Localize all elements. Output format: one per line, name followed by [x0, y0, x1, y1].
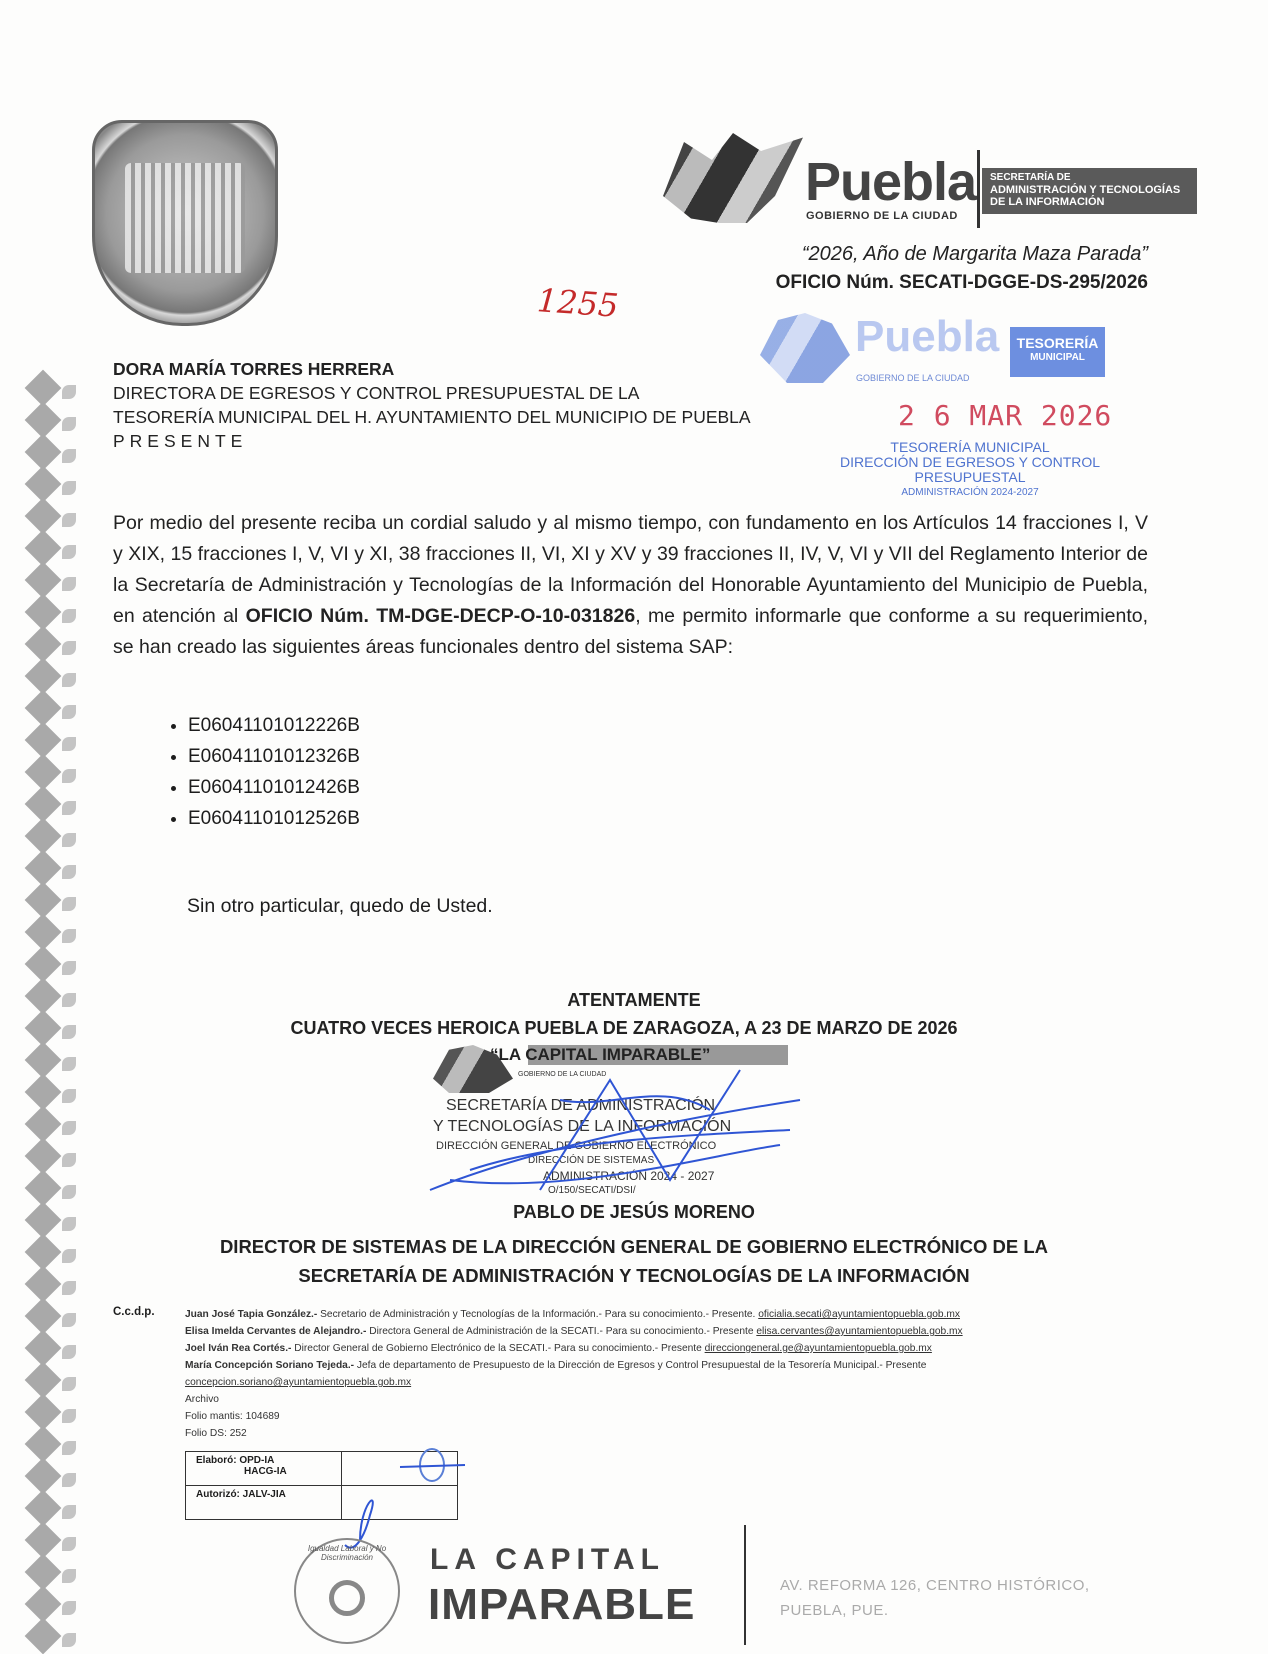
ccdp-email: direcciongeneral.ge@ayuntamientopuebla.gob.mx [704, 1343, 932, 1354]
signer-title-1: DIRECTOR DE SISTEMAS DE LA DIRECCIÓN GENERAL DE GOBIERNO ELECTRÓNICO DE LA [219, 1236, 1049, 1257]
stamp-line: DIRECCIÓN DE EGRESOS Y CONTROL [839, 454, 1101, 470]
stamp-line: TESORERÍA MUNICIPAL [890, 439, 1050, 455]
body-text: Por medio del presente reciba un cordial saludo y al mismo tiempo, con fundamento en los Artículos 14 fracciones I, V y XIX, 15 fracciones I, V, VI y XI, 38 fracciones II, VI, XI y XV y 39 fracciones II, IV, V, VI y VII del Reglamento Interior de la Secretaría de Administración y Tecnologías de la Información del Honorable Ayuntamiento del Municipio de Puebla, en atención al [113, 512, 1148, 627]
presente: PRESENTE [113, 431, 248, 451]
autorizo-cell [186, 1486, 342, 1520]
border-leaf [62, 769, 76, 783]
stamp-line: ADMINISTRACIÓN 2024 - 2027 [543, 1169, 715, 1183]
border-leaf [62, 1313, 76, 1327]
border-leaf [62, 641, 76, 655]
oficio-reference: OFICIO Núm. TM-DGE-DECP-O-10-031826 [245, 605, 636, 627]
stamp-logo-sub: GOBIERNO DE LA CIUDAD [518, 1071, 607, 1078]
border-leaf [62, 1441, 76, 1455]
border-leaf [62, 513, 76, 527]
border-leaf [62, 1569, 76, 1583]
logo-subtitle: GOBIERNO DE LA CIUDAD [806, 210, 958, 222]
ccdp-name: Elisa Imelda Cervantes de Alejandro.- [185, 1326, 367, 1337]
received-date-stamp: 2 6 MAR 2026 [898, 399, 1113, 432]
border-leaf [62, 1601, 76, 1615]
functional-areas-list [150, 710, 360, 834]
secretaria-line3: DE LA INFORMACIÓN [990, 196, 1105, 208]
border-leaf [62, 1057, 76, 1071]
ccdp-name: María Concepción Soriano Tejeda.- [185, 1360, 355, 1371]
border-leaf [62, 1121, 76, 1135]
stamp-line: PRESUPUESTAL [914, 469, 1026, 485]
place-date: CUATRO VECES HEROICA PUEBLA DE ZARAGOZA, A 23 DE MARZO DE 2026 [290, 1018, 958, 1038]
border-leaf [62, 1473, 76, 1487]
list-item: • E06041101012526B [188, 803, 360, 834]
border-leaf [62, 385, 76, 399]
ccdp-name: Juan José Tapia González.- [185, 1309, 318, 1320]
recipient-name: DORA MARÍA TORRES HERRERA [113, 359, 395, 379]
border-leaf [62, 865, 76, 879]
border-leaf [62, 705, 76, 719]
stamp-logo-word: Puebla [855, 312, 1000, 361]
received-stamp-text [820, 440, 1120, 500]
stamp-badge-text: TESORERÍA [1016, 335, 1099, 351]
stamp-badge [1010, 327, 1105, 377]
stamp-line: SECRETARÍA DE ADMINISTRACIÓN [446, 1097, 716, 1114]
ccdp-text: Director General de Gobierno Electrónico de la SECATI.- Para su conocimiento.- Presente [291, 1343, 705, 1354]
address-line: PUEBLA, PUE. [780, 1602, 889, 1619]
archivo: Archivo [185, 1394, 219, 1405]
ccdp-entry [185, 1323, 1255, 1340]
border-leaf [62, 1633, 76, 1647]
year-motto: “2026, Año de Margarita Maza Parada” [801, 243, 1148, 265]
border-leaf [62, 1185, 76, 1199]
stamp-line: DIRECCIÓN DE SISTEMAS [528, 1155, 655, 1166]
list-item: • E06041101012226B [188, 710, 360, 741]
border-leaf [62, 1377, 76, 1391]
ccdp-email: oficialia.secati@ayuntamientopuebla.gob.mx [758, 1309, 960, 1320]
recipient-title-2: TESORERÍA MUNICIPAL DEL H. AYUNTAMIENTO DEL MUNICIPIO DE PUEBLA [113, 407, 751, 427]
secretaria-line1: SECRETARÍA DE [990, 172, 1071, 183]
elaboro-initials: HACG-IA [244, 1466, 287, 1477]
ccdp-label: C.c.d.p. [113, 1306, 155, 1318]
border-leaf [62, 897, 76, 911]
stamp-line: DIRECCIÓN GENERAL DE GOBIERNO ELECTRÓNICO [436, 1140, 717, 1152]
footer-address [780, 1573, 1090, 1623]
badge-text: Igualdad Laboral y No Discriminación [307, 1544, 387, 1562]
ccdp-entry [185, 1340, 1255, 1357]
border-leaf [62, 961, 76, 975]
border-leaf [62, 1537, 76, 1551]
border-leaf [62, 833, 76, 847]
handwritten-number: 1255 [535, 281, 620, 325]
equality-badge [294, 1538, 400, 1644]
border-leaf [62, 609, 76, 623]
recipient-block [113, 357, 751, 453]
stamp-logo-sub: GOBIERNO DE LA CIUDAD [856, 373, 970, 383]
border-leaf [62, 417, 76, 431]
border-leaf [62, 1153, 76, 1167]
border-leaf [62, 481, 76, 495]
signer-name: PABLO DE JESÚS MORENO [513, 1202, 755, 1222]
received-stamp-logo [760, 313, 1105, 393]
border-diamond [25, 1618, 62, 1654]
folio-ds: Folio DS: 252 [185, 1428, 247, 1439]
signer-title-2: SECRETARÍA DE ADMINISTRACIÓN Y TECNOLOGÍAS DE LA INFORMACIÓN [298, 1265, 970, 1286]
elaboro-initials: OPD-IA [239, 1455, 275, 1466]
oficio-number: OFICIO Núm. SECATI-DGGE-DS-295/2026 [775, 272, 1148, 293]
decorative-border [22, 375, 82, 1652]
ccdp-entry [185, 1306, 1255, 1323]
logo-divider [977, 150, 980, 228]
border-leaf [62, 577, 76, 591]
autorizo-label: Autorizó: [196, 1489, 240, 1500]
capital-line2: IMPARABLE [428, 1580, 696, 1629]
border-leaf [62, 929, 76, 943]
atentamente: ATENTAMENTE [567, 990, 701, 1010]
border-leaf [62, 1505, 76, 1519]
logo-wordmark: Puebla [805, 152, 977, 212]
closing-line: Sin otro particular, quedo de Usted. [187, 895, 493, 917]
slogan: “LA CAPITAL IMPARABLE” [490, 1045, 711, 1064]
stamp-line: ADMINISTRACIÓN 2024-2027 [901, 487, 1039, 498]
border-leaf [62, 737, 76, 751]
secretaria-badge [982, 168, 1197, 214]
border-leaf [62, 1089, 76, 1103]
ccdp-email: elisa.cervantes@ayuntamientopuebla.gob.mx [756, 1326, 963, 1337]
puebla-logo-graphic [663, 133, 803, 223]
handwritten-signature [410, 1040, 810, 1200]
footer-divider [744, 1525, 746, 1645]
ccdp-name: Joel Iván Rea Cortés.- [185, 1343, 292, 1354]
ccdp-text: Secretario de Administración y Tecnologías de la Información.- Para su conocimiento.- Presente. [317, 1309, 759, 1320]
city-seal-logo [92, 120, 278, 326]
folio-mantis: Folio mantis: 104689 [185, 1411, 280, 1422]
autorizo-initials: JALV-JIA [242, 1489, 286, 1500]
elaboro-cell [186, 1452, 342, 1486]
capital-line1: LA CAPITAL [430, 1543, 665, 1576]
ccdp-text: Directora General de Administración de la SECATI.- Para su conocimiento.- Presente [366, 1326, 757, 1337]
body-paragraph [113, 508, 1148, 663]
ccdp-entry [185, 1357, 1255, 1391]
border-leaf [62, 1345, 76, 1359]
border-leaf [62, 449, 76, 463]
ccdp-email: concepcion.soriano@ayuntamientopuebla.gob.mx [185, 1377, 412, 1388]
ccdp-text: Jefa de departamento de Presupuesto de la Dirección de Egresos y Control Presupuestal de la Tesorería Municipal.- Presente [354, 1360, 927, 1371]
elaboro-label: Elaboró: [196, 1455, 237, 1466]
ccdp-list [185, 1306, 1255, 1442]
border-leaf [62, 673, 76, 687]
list-item: • E06041101012326B [188, 741, 360, 772]
border-leaf [62, 1409, 76, 1423]
stamp-line: Y TECNOLOGÍAS DE LA INFORMACIÓN [433, 1118, 732, 1135]
border-leaf [62, 801, 76, 815]
stamp-line: O/150/SECATI/DSI/ [548, 1185, 636, 1196]
address-line: AV. REFORMA 126, CENTRO HISTÓRICO, [780, 1577, 1090, 1594]
body-text: , me permito informarle que conforme a su requerimiento, se han creado las siguientes áreas funcionales dentro del sistema SAP: [113, 605, 1148, 658]
list-item: • E06041101012426B [188, 772, 360, 803]
border-leaf [62, 545, 76, 559]
secretaria-line2: ADMINISTRACIÓN Y TECNOLOGÍAS [990, 184, 1181, 196]
recipient-title-1: DIRECTORA DE EGRESOS Y CONTROL PRESUPUESTAL DE LA [113, 383, 640, 403]
stamp-badge-sub: MUNICIPAL [1030, 352, 1085, 363]
